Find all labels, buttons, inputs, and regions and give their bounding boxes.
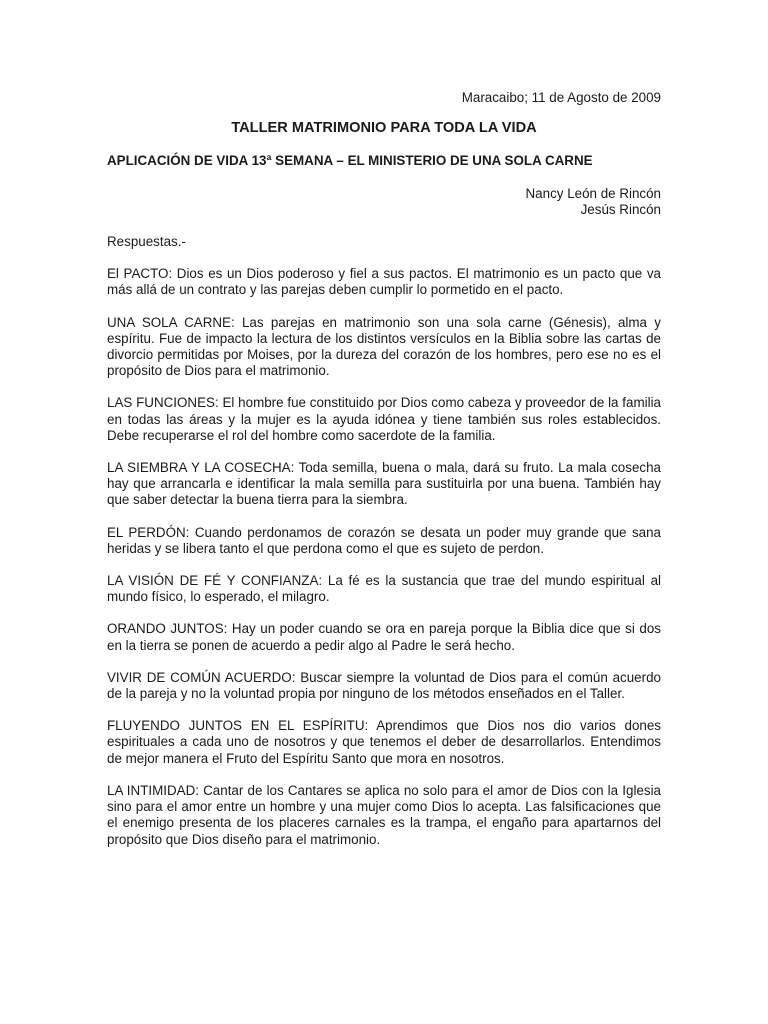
intro-text: Respuestas.- (107, 234, 186, 250)
paragraph-orando-juntos: ORANDO JUNTOS: Hay un poder cuando se ora en pareja porque la Biblia dice que si dos en la tierra se ponen de acuerdo a pedir algo al Padre le será hecho. (107, 621, 661, 653)
paragraph-comun-acuerdo: VIVIR DE COMÚN ACUERDO: Buscar siempre la voluntad de Dios para el común acuerdo de la pareja y no la voluntad propia por ninguno de los métodos enseñados en el Taller. (107, 669, 661, 702)
authors-block (107, 186, 661, 218)
paragraph-siembra-cosecha: LA SIEMBRA Y LA COSECHA: Toda semilla, buena o mala, dará su fruto. La mala cosecha hay que arrancarla e identificar la mala semilla para sustituirla por una buena. También hay que saber detectar la buena tierra para la siembra. (107, 460, 661, 508)
paragraph-perdon: EL PERDÓN: Cuando perdonamos de corazón se desata un poder muy grande que sana heridas y se libera tanto el que perdona como el que es sujeto de perdon. (107, 524, 661, 556)
paragraph-intimidad: LA INTIMIDAD: Cantar de los Cantares se aplica no solo para el amor de Dios con la Iglesia sino para el amor entre un hombre y una mujer como Dios lo acepta. Las falsificaciones que el enemigo presenta de los placeres carnales es la trampa, el engaño para apartarnos del propósito que Dios diseño para el matrimonio. (107, 782, 661, 847)
author-name: Jesús Rincón (580, 201, 661, 217)
author-name: Nancy León de Rincón (525, 185, 661, 201)
paragraph-vision-fe: LA VISIÓN DE FÉ Y CONFIANZA: La fé es la sustancia que trae del mundo espiritual al mundo físico, lo esperado, el milagro. (107, 573, 661, 605)
paragraph-funciones: LAS FUNCIONES: El hombre fue constituido por Dios como cabeza y proveedor de la familia en todas las áreas y la mujer es la ayuda idónea y tiene también sus roles establecidos. Debe recuperarse el rol del hombre como sacerdote de la familia. (107, 395, 661, 443)
paragraph-fluyendo-espiritu: FLUYENDO JUNTOS EN EL ESPÍRITU: Aprendimos que Dios nos dio varios dones espirituales a cada uno de nosotros y que tenemos el deber de desarrollarlos. Entendimos de mejor manera el Fruto del Espíritu Santo que mora en nosotros. (107, 718, 661, 766)
paragraph-pacto: El PACTO: Dios es un Dios poderoso y fiel a sus pactos. El matrimonio es un pacto que va más allá de un contrato y las parejas deben cumplir lo pormetido en el pacto. (107, 266, 661, 298)
document-date: Maracaibo; 11 de Agosto de 2009 (461, 90, 661, 105)
document-subtitle: APLICACIÓN DE VIDA 13ª SEMANA – EL MINISTERIO DE UNA SOLA CARNE (107, 153, 593, 169)
document-title: TALLER MATRIMONIO PARA TODA LA VIDA (231, 120, 537, 137)
paragraph-sola-carne: UNA SOLA CARNE: Las parejas en matrimonio son una sola carne (Génesis), alma y espíritu. Fue de impacto la lectura de los distintos versículos en la Biblia sobre las cartas de divorcio permitidas por Moises, por la dureza del corazón de los hombres, pero ese no es el propósito de Dios para el matrimonio. (107, 314, 661, 379)
